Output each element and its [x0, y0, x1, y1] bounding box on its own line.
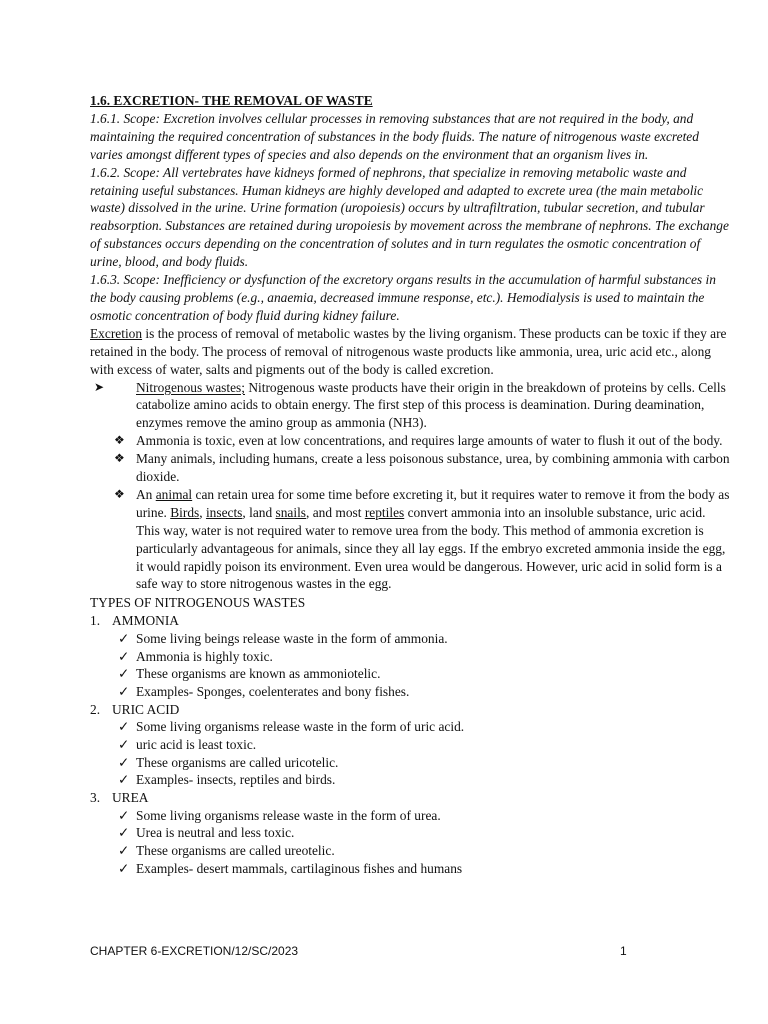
- type-name: UREA: [112, 789, 149, 805]
- checkmark-icon: ✓: [118, 719, 130, 735]
- type-name: URIC ACID: [112, 701, 180, 717]
- four-diamond-bullet-icon: ❖: [114, 433, 125, 448]
- checkmark-icon: ✓: [118, 648, 130, 664]
- type-number: 3.: [90, 789, 101, 805]
- nitrogenous-point-2-text: Many animals, including humans, create a less poisonous substance, urea, by combining ammonia with carbon dioxide.: [136, 451, 730, 485]
- list-item: [90, 630, 730, 648]
- checkmark-icon: ✓: [118, 754, 130, 770]
- type-ammonia: [90, 612, 730, 700]
- types-heading: TYPES OF NITROGENOUS WASTES: [90, 595, 306, 611]
- list-item-text: These organisms are known as ammoniotelic.: [136, 666, 381, 682]
- keyword-animal: animal: [155, 486, 193, 502]
- nitrogenous-wastes-text: Nitrogenous waste products have their origin in the breakdown of proteins by cells. Cells catabolize amino acids to obtain energy. The first step of this process is deamination. During deamination, enzymes remove the amino group as ammonia (NH3).: [136, 379, 726, 431]
- list-item: [90, 824, 730, 842]
- checkmark-icon: ✓: [118, 807, 130, 823]
- checkmark-icon: ✓: [118, 683, 130, 699]
- list-item-text: Examples- desert mammals, cartilaginous fishes and humans: [136, 860, 463, 876]
- scope-1: 1.6.1. Scope: Excretion involves cellular processes in removing substances that are not required in the body, and maintaining the required concentration of substances in the body fluids. The nature of nitrogenous waste excreted varies amongst different types of species and also depends on the environment that an organism lives in.: [90, 110, 699, 162]
- list-item-text: These organisms are called ureotelic.: [136, 842, 335, 858]
- type-heading: [90, 612, 730, 630]
- footer-chapter-label: CHAPTER 6-EXCRETION/12/SC/2023: [90, 944, 299, 958]
- excretion-term: Excretion: [90, 325, 143, 341]
- keyword-snails: snails: [275, 504, 307, 520]
- document-page: [90, 92, 730, 877]
- list-item: [90, 771, 730, 789]
- list-item-text: Urea is neutral and less toxic.: [136, 825, 295, 841]
- type-heading: [90, 789, 730, 807]
- list-item: [90, 683, 730, 701]
- nitrogenous-point-2: [90, 450, 730, 486]
- section-title: 1.6. EXCRETION- THE REMOVAL OF WASTE: [90, 93, 373, 108]
- point3-text-f: convert ammonia into an insoluble substance, uric acid. This way, water is not required water to remove urea from the body. This method of ammonia excretion is particularly advantageous for animals, since they all lay eggs. If the embryo excreted ammonia inside the egg, it would rapidly poison its environment. Even urea would be dangerous. However, uric acid in solid form is a safe way to store nitrogenous wastes in the egg.: [136, 504, 726, 592]
- list-item: [90, 736, 730, 754]
- nitrogenous-point-3: [90, 486, 730, 593]
- list-item-text: Some living beings release waste in the form of ammonia.: [136, 631, 448, 647]
- page-number: 1: [620, 944, 627, 958]
- checkmark-icon: ✓: [118, 825, 130, 841]
- nitrogenous-point-1-text: Ammonia is toxic, even at low concentrations, and requires large amounts of water to flush it out of the body.: [136, 433, 723, 449]
- type-number: 1.: [90, 613, 101, 629]
- list-item-text: These organisms are called uricotelic.: [136, 754, 339, 770]
- scope-3: 1.6.3. Scope: Inefficiency or dysfunction of the excretory organs results in the accumulation of harmful substances in the body causing problems (e.g., anaemia, decreased immune response, etc.). Hemodialysis is used to maintain the osmotic concentration of body fluid during kidney failure.: [90, 272, 716, 323]
- list-item-text: Some living organisms release waste in the form of uric acid.: [136, 719, 465, 735]
- list-item: [90, 648, 730, 666]
- point3-text-a: An: [136, 486, 156, 502]
- list-item: [90, 718, 730, 736]
- list-item-text: uric acid is least toxic.: [136, 737, 257, 753]
- keyword-reptiles: reptiles: [364, 504, 405, 520]
- list-item-text: Ammonia is highly toxic.: [136, 648, 273, 664]
- point3-text-b: can retain urea for some time before excreting it, but it requires water to remove it from the body as urine.: [136, 486, 730, 520]
- point3-text-e: , and most: [306, 504, 365, 520]
- list-item: [90, 665, 730, 683]
- point3-text-c: ,: [199, 504, 206, 520]
- checkmark-icon: ✓: [118, 842, 130, 858]
- list-item-text: Examples- Sponges, coelenterates and bony fishes.: [136, 683, 410, 699]
- checkmark-icon: ✓: [118, 666, 130, 682]
- nitrogenous-point-1: [90, 432, 730, 450]
- type-heading: [90, 701, 730, 719]
- type-uric-acid: [90, 701, 730, 789]
- keyword-birds: Birds: [170, 504, 200, 520]
- point3-text-d: , land: [242, 504, 276, 520]
- checkmark-icon: ✓: [118, 631, 130, 647]
- excretion-definition: [90, 325, 730, 379]
- list-item-text: Examples- insects, reptiles and birds.: [136, 772, 336, 788]
- list-item: [90, 807, 730, 825]
- checkmark-icon: ✓: [118, 860, 130, 876]
- type-number: 2.: [90, 701, 101, 717]
- list-item: [90, 842, 730, 860]
- list-item: [90, 754, 730, 772]
- four-diamond-bullet-icon: ❖: [114, 451, 125, 466]
- type-name: AMMONIA: [112, 613, 179, 629]
- arrow-bullet-icon: ➤: [94, 379, 105, 394]
- list-item: [90, 860, 730, 878]
- type-urea: [90, 789, 730, 877]
- keyword-insects: insects: [205, 504, 243, 520]
- checkmark-icon: ✓: [118, 737, 130, 753]
- four-diamond-bullet-icon: ❖: [114, 486, 125, 501]
- excretion-definition-text: is the process of removal of metabolic wastes by the living organism. These products can be toxic if they are retained in the body. The process of removal of nitrogenous waste products like ammonia, urea, uric acid etc., along with excess of water, salts and pigments out of the body is called excretion.: [90, 325, 727, 377]
- checkmark-icon: ✓: [118, 772, 130, 788]
- nitrogenous-wastes-item: [90, 379, 730, 433]
- scope-2: 1.6.2. Scope: All vertebrates have kidneys formed of nephrons, that specialize in removing metabolic waste and retaining useful substances. Human kidneys are highly developed and adapted to excrete urea (the main metabolic waste) dissolved in the urine. Urine formation (uropoiesis) occurs by ultrafiltration, tubular secretion, and tubular reabsorption. Substances are retained during uropoiesis by movement across the membrane of nephrons. The exchange of substances occurs depending on the concentration of solutes and in turn regulates the osmotic concentration of urine, blood, and body fluids.: [90, 164, 729, 270]
- nitrogenous-wastes-label: Nitrogenous wastes;: [136, 379, 245, 395]
- list-item-text: Some living organisms release waste in the form of urea.: [136, 807, 441, 823]
